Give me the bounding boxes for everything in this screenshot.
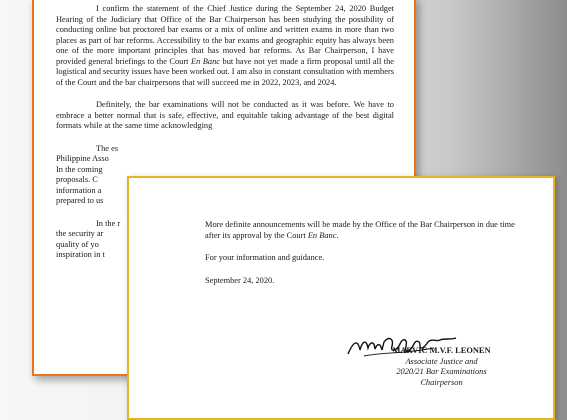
obscured-fragment: In the coming bbox=[56, 164, 103, 174]
obscured-fragment: inspiration in t bbox=[56, 250, 105, 259]
guidance-line: For your information and guidance. bbox=[205, 253, 325, 262]
bar-examinations-paragraph: Definitely, the bar examinations will not be conducted as it was before. We have to embrace a better normal that is safe, effective, and equitable taking advantage of the best digital formats while at the same time acknowledging bbox=[56, 100, 394, 130]
announcement-paragraph: More definite announcements will be made by the Office of the Bar Chairperson in due time after its approval by the Court En Banc. bbox=[205, 220, 515, 240]
obscured-fragment: quality of yo bbox=[56, 239, 99, 249]
obscured-fragment: The es bbox=[96, 143, 119, 153]
confirmation-paragraph: I confirm the statement of the Chief Justice during the September 24, 2020 Budget Hearing of the Judiciary that Office of the Bar Chairperson has been studying the possibility of conducting online but proctored bar exams or a mix of online and written exams in more than two places as part of bar reforms. Accessibility to the bar exams and geographic equity has always been one of the more important principles that has moved bar reforms. As Bar Chairperson, I have provided general briefings to the Court En Banc but have not yet made a firm proposal until all the logistical and security issues have been worked out. I am also in constant consultation with members of the Court and the bar chairpersons that will succeed me in 2022, 2023, and 2024. bbox=[56, 4, 394, 87]
obscured-fragment: information a bbox=[56, 185, 102, 195]
signature-block bbox=[374, 346, 509, 388]
obscured-fragment: Philippine Asso bbox=[56, 154, 109, 163]
obscured-fragment: the security ar bbox=[56, 229, 104, 238]
signatory-title-line-3: Chairperson bbox=[420, 377, 463, 387]
obscured-fragment: proposals. C bbox=[56, 175, 98, 184]
signatory-title-line-2: 2020/21 Bar Examinations bbox=[396, 367, 487, 376]
letter-date: September 24, 2020. bbox=[205, 275, 275, 285]
signatory-title-line-1: Associate Justice and bbox=[405, 356, 478, 366]
obscured-fragment: In the r bbox=[96, 218, 121, 228]
front-document-page bbox=[127, 176, 555, 420]
obscured-fragment: prepared to us bbox=[56, 196, 104, 205]
signatory-name: MARVIC M.V.F. LEONEN bbox=[392, 346, 491, 355]
